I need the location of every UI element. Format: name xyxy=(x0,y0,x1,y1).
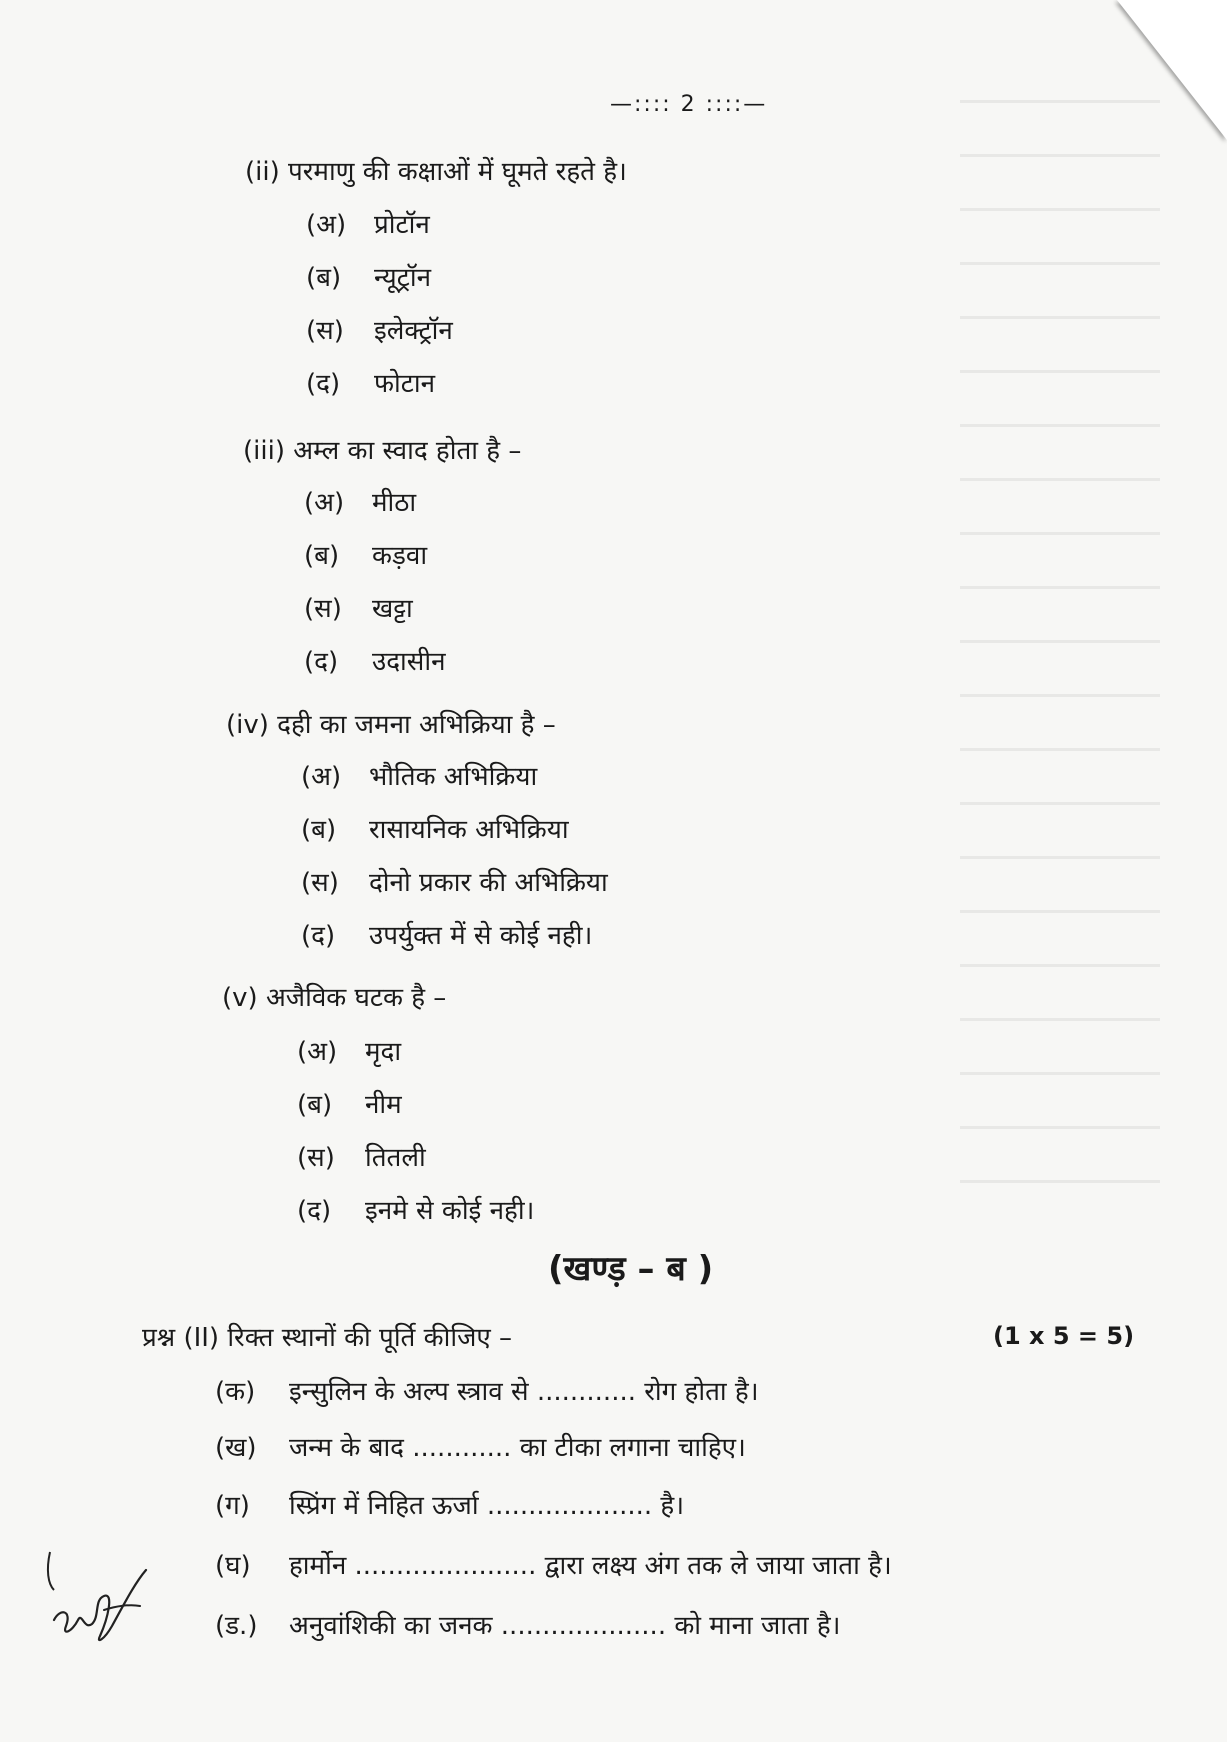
answer-option xyxy=(306,364,435,400)
option-label: (ब) xyxy=(304,541,340,571)
fill-blank-item xyxy=(215,1486,684,1522)
option-text: भौतिक अभिक्रिया xyxy=(369,762,538,792)
option-label: (अ) xyxy=(306,210,347,240)
option-text: तितली xyxy=(365,1143,426,1173)
option-text: कड़वा xyxy=(372,541,428,571)
option-text: फोटान xyxy=(374,369,436,399)
answer-option xyxy=(297,1138,426,1174)
question-title: प्रश्न (II) रिक्त स्थानों की पूर्ति कीजिए – xyxy=(142,1323,513,1353)
folded-corner xyxy=(1117,0,1227,140)
fill-blank-item xyxy=(215,1372,759,1408)
section-heading: (खण्ड़ – ब ) xyxy=(548,1249,714,1289)
question-prompt: (ii) परमाणु की कक्षाओं में घूमते रहते है। xyxy=(245,157,627,187)
option-text: खट्टा xyxy=(372,594,413,624)
answer-option xyxy=(306,258,431,294)
option-text: इलेक्ट्रॉन xyxy=(374,316,453,346)
option-text: न्यूट्रॉन xyxy=(374,263,432,293)
item-label: (ड.) xyxy=(215,1611,258,1641)
item-label: (ग) xyxy=(215,1491,250,1521)
option-label: (स) xyxy=(304,594,342,624)
item-text: हार्मोन ...................... द्वारा लक्ष्य अंग तक ले जाया जाता है। xyxy=(289,1551,892,1581)
fill-blank-item xyxy=(215,1606,841,1642)
option-text: दोनो प्रकार की अभिक्रिया xyxy=(369,868,608,898)
answer-option xyxy=(306,205,430,241)
answer-option xyxy=(304,536,427,572)
option-label: (अ) xyxy=(301,762,342,792)
option-label: (ब) xyxy=(306,263,342,293)
option-text: उपर्युक्त में से कोई नही। xyxy=(369,921,593,951)
item-label: (घ) xyxy=(215,1551,251,1581)
option-label: (स) xyxy=(297,1143,335,1173)
page-number: —:::: 2 ::::— xyxy=(610,92,768,117)
answer-option xyxy=(304,589,413,625)
fill-blank-item xyxy=(215,1428,746,1464)
item-text: अनुवांशिकी का जनक .................... को माना जाता है। xyxy=(289,1611,841,1641)
fill-blank-item xyxy=(215,1546,892,1582)
option-text: इनमे से कोई नही। xyxy=(365,1196,535,1226)
question-prompt: (iii) अम्ल का स्वाद होता है – xyxy=(243,436,522,466)
handwritten-signature xyxy=(42,1540,152,1650)
option-label: (द) xyxy=(306,369,341,399)
answer-option xyxy=(304,483,416,519)
option-text: मृदा xyxy=(365,1037,402,1067)
option-text: प्रोटॉन xyxy=(374,210,430,240)
answer-option xyxy=(301,757,537,793)
option-label: (ब) xyxy=(301,815,337,845)
option-label: (अ) xyxy=(297,1037,338,1067)
item-text: स्प्रिंग में निहित ऊर्जा .................... है। xyxy=(289,1491,685,1521)
option-label: (स) xyxy=(301,868,339,898)
answer-option xyxy=(297,1191,534,1227)
answer-option xyxy=(297,1032,401,1068)
answer-option xyxy=(306,311,453,347)
option-label: (ब) xyxy=(297,1090,333,1120)
option-label: (द) xyxy=(297,1196,332,1226)
option-label: (द) xyxy=(304,647,339,677)
answer-option xyxy=(301,863,608,899)
option-label: (स) xyxy=(306,316,344,346)
marks-allocation: (1 x 5 = 5) xyxy=(993,1322,1135,1350)
answer-option xyxy=(301,916,592,952)
option-text: उदासीन xyxy=(372,647,446,677)
item-text: जन्म के बाद ............ का टीका लगाना चाहिए। xyxy=(289,1433,746,1463)
item-text: इन्सुलिन के अल्प स्त्राव से ............ रोग होता है। xyxy=(289,1377,759,1407)
item-label: (ख) xyxy=(215,1433,257,1463)
question-prompt: (iv) दही का जमना अभिक्रिया है – xyxy=(226,710,556,740)
option-label: (द) xyxy=(301,921,336,951)
answer-option xyxy=(301,810,569,846)
answer-option xyxy=(304,642,446,678)
option-text: रासायनिक अभिक्रिया xyxy=(369,815,569,845)
answer-option xyxy=(297,1085,402,1121)
question-prompt: (v) अजैविक घटक है – xyxy=(222,983,447,1013)
bleed-through-texture xyxy=(960,100,1160,1200)
option-label: (अ) xyxy=(304,488,345,518)
option-text: नीम xyxy=(365,1090,402,1120)
item-label: (क) xyxy=(215,1377,256,1407)
option-text: मीठा xyxy=(372,488,417,518)
